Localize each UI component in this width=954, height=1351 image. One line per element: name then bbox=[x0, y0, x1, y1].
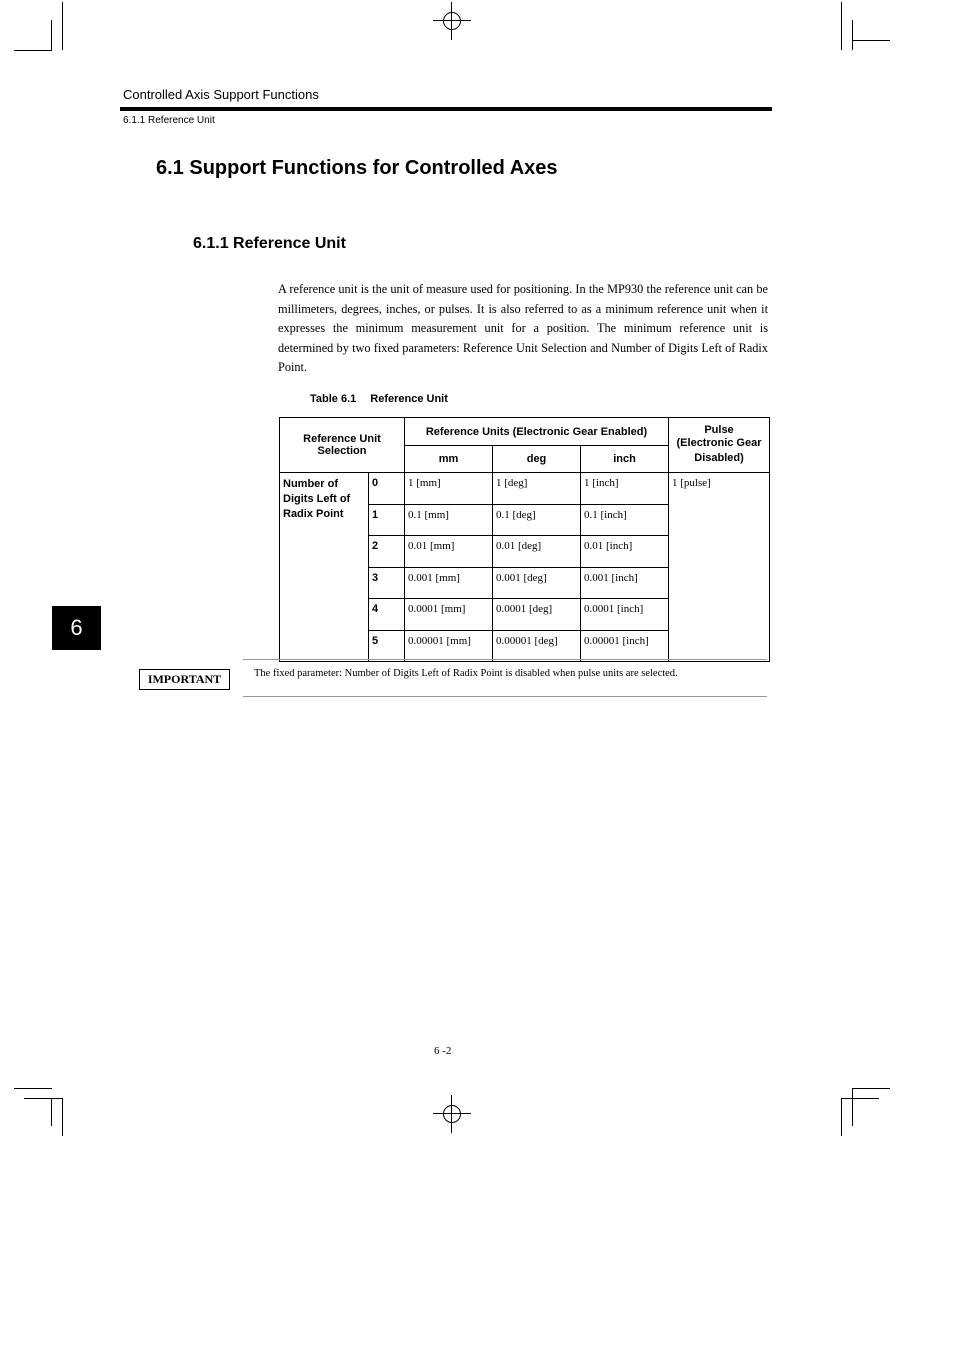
section-title: 6.1 Support Functions for Controlled Axes bbox=[156, 157, 558, 179]
inch-cell: 0.01 [inch] bbox=[581, 536, 669, 568]
deg-cell: 0.1 [deg] bbox=[493, 504, 581, 536]
digit-cell: 5 bbox=[369, 630, 405, 662]
crop-mark bbox=[852, 1088, 853, 1126]
column-header-inch: inch bbox=[581, 446, 669, 473]
crop-mark bbox=[62, 2, 63, 50]
note-rule bbox=[243, 696, 767, 697]
crop-mark bbox=[841, 1098, 879, 1099]
reference-unit-table bbox=[279, 417, 770, 662]
mm-cell: 0.00001 [mm] bbox=[405, 630, 493, 662]
inch-cell: 0.0001 [inch] bbox=[581, 599, 669, 631]
digit-cell: 1 bbox=[369, 504, 405, 536]
deg-cell: 1 [deg] bbox=[493, 473, 581, 505]
chapter-tab: 6 bbox=[52, 606, 101, 650]
running-subtitle: 6.1.1 Reference Unit bbox=[123, 115, 215, 126]
registration-mark-icon bbox=[451, 2, 452, 40]
header-units: Reference Units (Electronic Gear Enabled) bbox=[405, 418, 669, 446]
registration-mark-icon bbox=[443, 12, 461, 30]
inch-cell: 0.001 [inch] bbox=[581, 567, 669, 599]
table-caption bbox=[310, 393, 448, 405]
header-pulse bbox=[669, 418, 770, 473]
crop-mark bbox=[51, 1098, 52, 1126]
column-header-mm: mm bbox=[405, 446, 493, 473]
table-caption-number: Table 6.1 bbox=[310, 393, 357, 405]
crop-mark bbox=[14, 50, 52, 51]
mm-cell: 0.01 [mm] bbox=[405, 536, 493, 568]
crop-mark bbox=[62, 1098, 63, 1136]
crop-mark bbox=[852, 40, 890, 41]
header-rule bbox=[120, 107, 772, 111]
deg-cell: 0.00001 [deg] bbox=[493, 630, 581, 662]
registration-mark-icon bbox=[443, 1105, 461, 1123]
pulse-cell: 1 [pulse] bbox=[669, 473, 770, 662]
digit-cell: 2 bbox=[369, 536, 405, 568]
crop-mark bbox=[852, 1088, 890, 1089]
registration-mark-icon bbox=[433, 1113, 471, 1114]
subsection-title: 6.1.1 Reference Unit bbox=[193, 235, 346, 252]
inch-cell: 1 [inch] bbox=[581, 473, 669, 505]
deg-cell: 0.01 [deg] bbox=[493, 536, 581, 568]
column-header-deg: deg bbox=[493, 446, 581, 473]
crop-mark bbox=[51, 20, 52, 50]
mm-cell: 0.001 [mm] bbox=[405, 567, 493, 599]
crop-mark bbox=[841, 1098, 842, 1136]
digit-cell: 3 bbox=[369, 567, 405, 599]
table-caption-title: Reference Unit bbox=[370, 393, 448, 405]
note-rule bbox=[243, 659, 767, 660]
registration-mark-icon bbox=[451, 1095, 452, 1133]
digit-cell: 4 bbox=[369, 599, 405, 631]
crop-mark bbox=[14, 1088, 52, 1089]
important-badge: IMPORTANT bbox=[139, 669, 230, 690]
running-title: Controlled Axis Support Functions bbox=[123, 87, 319, 102]
crop-mark bbox=[841, 2, 842, 50]
mm-cell: 0.1 [mm] bbox=[405, 504, 493, 536]
header-selection: Reference Unit Selection bbox=[280, 418, 405, 473]
inch-cell: 0.00001 [inch] bbox=[581, 630, 669, 662]
header-pulse-line2: (Electronic Gear Disabled) bbox=[676, 437, 762, 464]
mm-cell: 1 [mm] bbox=[405, 473, 493, 505]
page-number: 6 -2 bbox=[434, 1045, 452, 1057]
inch-cell: 0.1 [inch] bbox=[581, 504, 669, 536]
important-note-text: The fixed parameter: Number of Digits Left of Radix Point is disabled when pulse units are selected. bbox=[254, 668, 678, 679]
crop-mark bbox=[24, 1098, 62, 1099]
deg-cell: 0.001 [deg] bbox=[493, 567, 581, 599]
deg-cell: 0.0001 [deg] bbox=[493, 599, 581, 631]
table-row bbox=[280, 473, 770, 505]
digit-cell: 0 bbox=[369, 473, 405, 505]
body-paragraph: A reference unit is the unit of measure used for positioning. In the MP930 the reference unit can be millimeters, degrees, inches, or pulses. It is also referred to as a minimum reference unit when it expresses the minimum measurement unit for a position. The minimum reference unit is determined by two fixed parameters: Reference Unit Selection and Number of Digits Left of Radix Point. bbox=[278, 282, 768, 374]
crop-mark bbox=[852, 20, 853, 50]
mm-cell: 0.0001 [mm] bbox=[405, 599, 493, 631]
row-label: Number of Digits Left of Radix Point bbox=[280, 473, 369, 662]
registration-mark-icon bbox=[433, 20, 471, 21]
header-pulse-line1: Pulse bbox=[704, 424, 734, 436]
